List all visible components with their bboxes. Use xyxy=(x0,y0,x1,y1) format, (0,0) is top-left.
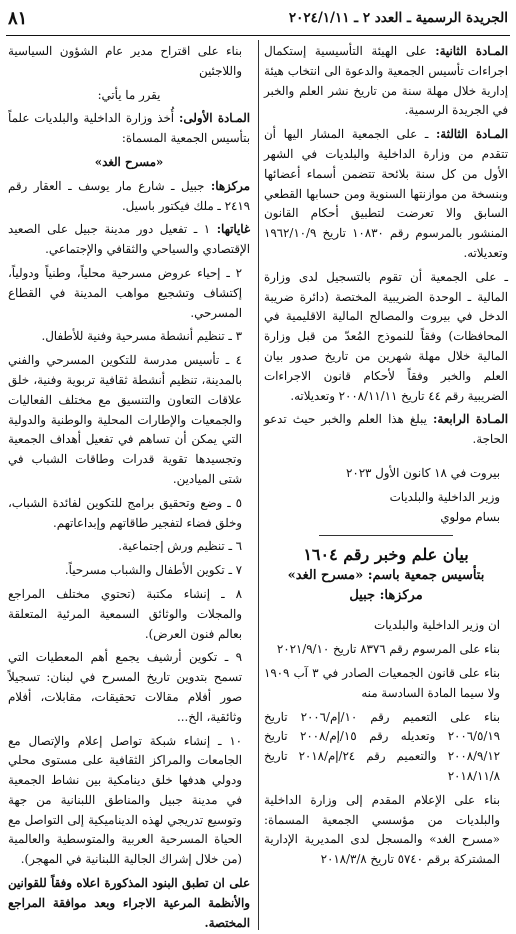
legal-basis-5: بناء على اقتراح مدير عام الشؤون السياسية واللاجئين xyxy=(8,44,242,78)
goal-7: ٧ ـ تكوين الأطفال والشباب مسرحياً. xyxy=(64,563,242,578)
legal-basis-2: بناء على قانون الجمعيات الصادر في ٣ آب ١٩٠٩ ولا سيما المادة السادسة منه xyxy=(264,665,500,700)
legal-basis-1: بناء على المرسوم رقم ٨٣٧٦ تاريخ ٢٠٢١/٩/١٠ xyxy=(276,642,500,657)
tax-registration-paragraph: ـ على الجمعية أن تقوم بالتسجيل لدى وزارة المالية ـ الوحدة الضريبية المختصة (دائرة ضريبة الدخل في بيروت والمصالح المالية الاقليمية في المحافظات) وفقاً للنموذج المُعدّ من قبل وزارة المالية خلال مهلة شهرين من تاريخ صدور بيان العلم والخبر وفقاً لأحكام قانون الاجراءات الضريبية رقم ٤٤ تاريخ ٢٠٠٨/١١/١١ وتعديلاته. xyxy=(264,269,508,403)
association-name: «مسرح الغد» xyxy=(94,154,164,169)
article-1-label: المـادة الأولى: xyxy=(179,111,250,126)
article-2-text: على الهيئة التأسيسية إستكمال اجراءات تأسيس الجمعية والدعوة الى انتخاب هيئة إدارية خلال مهلة سنة من تاريخ نشر العلم والخبر في الجريدة الرسمية. xyxy=(264,44,508,118)
closing-clause: على ان تطبق البنود المذكورة اعلاه وفقاً للقوانين والأنظمة المرعية الاجراء وبعد موافقة المراجع المختصة. xyxy=(8,876,250,930)
legal-basis-4: بناء على الإعلام المقدم إلى وزارة الداخلية والبلديات من مؤسسي الجمعية المسماة: «مسرح الغد» والمسجل لدى المديرية الإدارية المشتركة برقم ٥٧٤٠ تاريخ ٢٠١٨/٣/٨ xyxy=(264,792,500,867)
addressee: ان وزير الداخلية والبلديات xyxy=(373,618,500,633)
notice-title: بيان علم وخبر رقم ١٦٠٤ xyxy=(303,545,469,565)
article-3-label: المـادة الثالثة: xyxy=(435,127,508,142)
legal-basis-3: بناء على التعميم رقم ١٠/إم/٢٠٠٦ تاريخ ٢٠٠٦/٥/١٩ وتعديله رقم ١٥/إم/٢٠٠٨ تاريخ ٢٠٠٨/٩/١٢ والتعميم رقم ٢٤/إم/٢٠١٨ تاريخ ٢٠١٨/١١/٨ xyxy=(264,709,500,783)
article-1-text: أُخذ وزارة الداخلية والبلديات علماً بتأسيس الجمعية المسماة: xyxy=(8,111,250,146)
column-divider xyxy=(258,40,259,930)
goals-label: غاياتها: xyxy=(216,222,251,237)
section-divider xyxy=(319,535,453,536)
goal-3: ٣ ـ تنظيم أنشطة مسرحية وفنية للأطفال. xyxy=(41,329,242,344)
goal-2: ٢ ـ إحياء عروض مسرحية محلياً، وطنياً ودولياً، إكتشاف وتشجيع مواهب المدينة في القطاع المسرحي. xyxy=(8,265,242,320)
article-2-label: المـادة الثانية: xyxy=(435,44,508,58)
page-header xyxy=(6,8,510,36)
notice-subtitle: بتأسيس جمعية باسم: «مسرح الغد» xyxy=(287,568,485,584)
headquarters xyxy=(8,177,250,217)
goal-1 xyxy=(8,220,250,260)
headquarters-label: مركزها: xyxy=(210,178,250,193)
notice-headquarters: مركزها: جبيل xyxy=(349,588,423,604)
right-column xyxy=(264,42,508,874)
article-4 xyxy=(264,410,508,450)
goal-4: ٤ ـ تأسيس مدرسة للتكوين المسرحي والفني بالمدينة، تنظيم أنشطة ثقافية تربوية وفنية، خلق علاقات التعاون والتنسيق مع مختلف الفعاليات والجمعيات والإطارات المحلية والوطنية والدولية التي يمكن أن تساهم في تفعيل أهداف الجمعية وتجسيدها تقوية قدرات وطاقات الشباب في شتى الميادين. xyxy=(8,353,242,486)
article-3 xyxy=(264,125,508,264)
goal-8: ٨ ـ إنشاء مكتبة (تحتوي مختلف المراجع والمجلات والوثائق السمعية المرئية المتعلقة بعالم فنون العرض). xyxy=(8,586,242,641)
article-1 xyxy=(8,109,250,149)
goal-9: ٩ ـ تكوين أرشيف يجمع أهم المعطيات التي تسمح بتدوين تاريخ المسرح في لبنان: تسجيلاً صور أفلام مقالات تحقيقات، مقابلات، أفلام وثائقية، الخ... xyxy=(8,650,242,724)
minister-name: بسام مولوي xyxy=(440,509,500,524)
gazette-title: الجريدة الرسمية ـ العدد ٢ ـ ٢٠٢٤/١/١١ xyxy=(288,10,508,26)
left-column xyxy=(8,42,250,934)
decision-intro: يقرر ما يأتي: xyxy=(97,87,161,102)
article-4-label: المـادة الرابعة: xyxy=(433,412,508,427)
goal-10: ١٠ ـ إنشاء شبكة تواصل إعلام والإتصال مع الجامعات والمراكز الثقافية على مستوى محلي ودولي هدفها خلق دينامكية بين نشاط الجمعية في مدينة جبيل والمناطق اللبنانية من جهة وتوسيع تدريجي لهذه الديناميكية إلى التواصل مع الحياة المسرحية العربية والمتوسطية والعالمية (من خلال إشراك الجالية اللبنانية في المهجر). xyxy=(8,733,242,867)
headquarters-text: جبيل ـ شارع مار يوسف ـ العقار رقم ٢٤١٩ ـ ملك فيكتور باسيل. xyxy=(8,178,250,213)
article-3-text: ـ على الجمعية المشار اليها أن تتقدم من وزارة الداخلية والبلديات في الشهر الأول من كل سنة بلائحة تتضمن أسماء أعضائها وبنسخة من موازنتها السنوية ومن حسابها القطعي السابق والا تعرضت لتطبيق أحكام القانون المنشور بالمرسوم رقم ١٠٨٣٠ تاريخ ١٩٦٢/١٠/٩ وتعديلاته. xyxy=(264,127,508,260)
article-4-text: يبلغ هذا العلم والخبر حيث تدعو الحاجة. xyxy=(264,412,508,447)
minister-title: وزير الداخلية والبلديات xyxy=(389,489,500,504)
page-number: ٨١ xyxy=(8,8,28,29)
place-date: بيروت في ١٨ كانون الأول ٢٠٢٣ xyxy=(346,465,500,480)
goal-6: ٦ ـ تنظيم ورش إجتماعية. xyxy=(118,539,242,554)
goal-5: ٥ ـ وضع وتحقيق برامج للتكوين لفائدة الشباب، وخلق فضاء لتفجير طاقاتهم وإبداعاتهم. xyxy=(8,495,242,530)
goal-1-text: ١ ـ تفعيل دور مدينة جبيل على الصعيد الإقتصادي والسياحي والثقافي والإجتماعي. xyxy=(8,222,250,257)
article-2 xyxy=(264,42,508,121)
